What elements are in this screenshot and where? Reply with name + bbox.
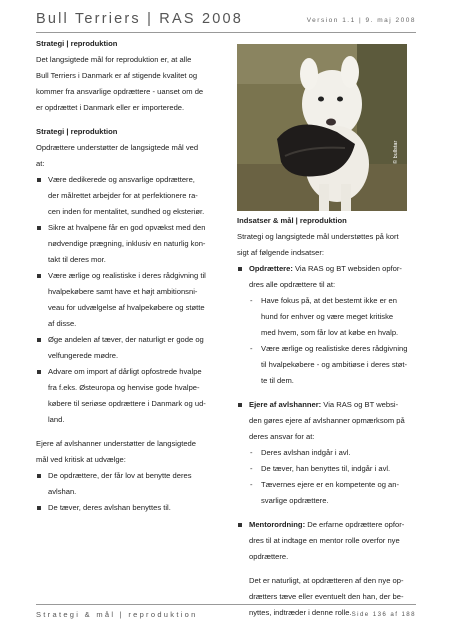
version-label: Version 1.1 | 9. maj 2008 [306, 17, 416, 24]
photo-credit: © bullstar [393, 140, 399, 164]
section-heading: Indsatser & mål | reproduktion [237, 216, 347, 225]
footer-section: Strategi & mål | reproduktion [36, 610, 198, 619]
sub-list-item: - Tævernes ejere er en kompetente og an- svarlige opdrættere. [249, 477, 409, 509]
list-item: De tæver, deres avlshan benyttes til. [36, 500, 236, 516]
list-item: Være ærlige og realistiske i deres rådgivning til hvalpekøbere samt have et højt ambitionsni- veau for udvælgelse af hvalpekøbere og støtte af disse. [36, 268, 236, 332]
list-item: Øge andelen af tæver, der naturligt er gode og velfungerede mødre. [36, 332, 236, 364]
section-heading: Strategi | reproduktion [36, 127, 118, 136]
footer-rule [36, 604, 416, 605]
list-item: Opdrættere: Via RAS og BT websiden opfor- dres alle opdrættere til at: - Have fokus på, at det bestemt ikke er en hund for enhver og være meget kritiske med hvem, som får lov at købe en hvalp. - Være ærlige og realistiske deres rådgivning til hvalpekøbere - og ambitiøse i deres støt- te til dem. [237, 261, 409, 389]
list-item: Være dedikerede og ansvarlige opdrættere, der målrettet arbejder for at perfektionere ra- cen inden for mentalitet, sundhed og eksteriør. [36, 172, 236, 220]
document-title: Bull Terriers | RAS 2008 [36, 11, 244, 27]
puppy-illustration [237, 44, 407, 211]
sub-list-item: - Være ærlige og realistiske deres rådgivning til hvalpekøbere - og ambitiøse i deres støt- te til dem. [249, 341, 409, 389]
breeder-list [36, 172, 236, 428]
sub-list-item: - Deres avlshan indgår i avl. [249, 445, 409, 461]
stud-owner-list [36, 468, 236, 516]
list-item: Advare om import af dårligt opfostrede hvalpe fra f.eks. Østeuropa og henvise gode hvalpe- købere til seriøse opdrættere i Danmark og ud- land. [36, 364, 236, 428]
page-header [36, 11, 416, 31]
section-heading: Strategi | reproduktion [36, 39, 118, 48]
header-rule [36, 32, 416, 33]
sub-list-item: - Have fokus på, at det bestemt ikke er en hund for enhver og være meget kritiske med hvem, som får lov at købe en hvalp. [249, 293, 409, 341]
right-column: Indsatser & mål | reproduktion Strategi og langsigtede mål understøttes på kort sigt af følgende indsatser: Opdrættere: Via RAS og BT websiden opfor- dres alle opdrættere til at: - Have fokus på, at det bestemt ikke er en hund for enhver og være meget kritiske med hvem, som får lov at købe en hvalp. - Være ærlige og realistiske deres rådgivning til hvalpekøbere - og ambitiøse i deres støt- te til dem. Ejere af avlshanner: Via RAS og BT websi- den gøres ejere af avlshanner opmærksom på deres ansvar for at: - Deres avlshan indgår i avl. - De tæver, han benyttes til, indgår i avl. - Tævernes ejere er en kompetente og an- svarlige opdrættere. Mentorordning: De erfarne opdrættere opfor- dres til at indtage en mentor rolle overfor nye opdrættere. Det er naturligt, at opdrætteren af den nye op- drætters tæve eller eventuelt den han, der be- nyttes, indtræder i denne rolle. [237, 213, 409, 621]
list-item: Sikre at hvalpene får en god opvækst med den nødvendige prægning, inklusiv en naturlig kon- takt til deres mor. [36, 220, 236, 268]
page-number: Side 136 af 188 [351, 611, 416, 618]
left-column: Strategi | reproduktion Det langsigtede mål for reproduktion er, at alle Bull Terriers i Danmark er af stigende kvalitet og kommer fra ansvarlige opdrættere - uanset om de er opdrættet i Danmark eller er importerede. Strategi | reproduktion Opdrættere understøtter de langsigtede mål ved at: Være dedikerede og ansvarlige opdrættere, der målrettet arbejder for at perfektionere ra- cen inden for mentalitet, sundhed og eksteriør. Sikre at hvalpene får en god opvækst med den nødvendige prægning, inklusiv en naturlig kon- takt til deres mor. Være ærlige og realistiske i deres rådgivning til hvalpekøbere samt have et højt ambitionsni- veau for udvælgelse af hvalpekøbere og støtte af disse. Øge andelen af tæver, der naturligt er gode og velfungerede mødre. Advare om import af dårligt opfostrede hvalpe fra f.eks. Østeuropa og henvise gode hvalpe- købere til seriøse opdrættere i Danmark og ud- land. Ejere af avlshanner understøtter de langsigtede mål ved kritisk at udvælge: De opdrættere, der får lov at benytte deres avlshan. De tæver, deres avlshan benyttes til. [36, 36, 236, 516]
page-footer [36, 610, 416, 624]
puppy-photo [237, 44, 407, 211]
initiative-list [237, 261, 409, 621]
list-item: De opdrættere, der får lov at benytte deres avlshan. [36, 468, 236, 500]
sub-list-item: - De tæver, han benyttes til, indgår i avl. [249, 461, 409, 477]
list-item: Ejere af avlshanner: Via RAS og BT websi- den gøres ejere af avlshanner opmærksom på deres ansvar for at: - Deres avlshan indgår i avl. - De tæver, han benyttes til, indgår i avl. - Tævernes ejere er en kompetente og an- svarlige opdrættere. [237, 397, 409, 509]
list-item: Mentorordning: De erfarne opdrættere opfor- dres til at indtage en mentor rolle overfor nye opdrættere. Det er naturligt, at opdrætteren af den nye op- drætters tæve eller eventuelt den han, der be- nyttes, indtræder i denne rolle. [237, 517, 409, 621]
